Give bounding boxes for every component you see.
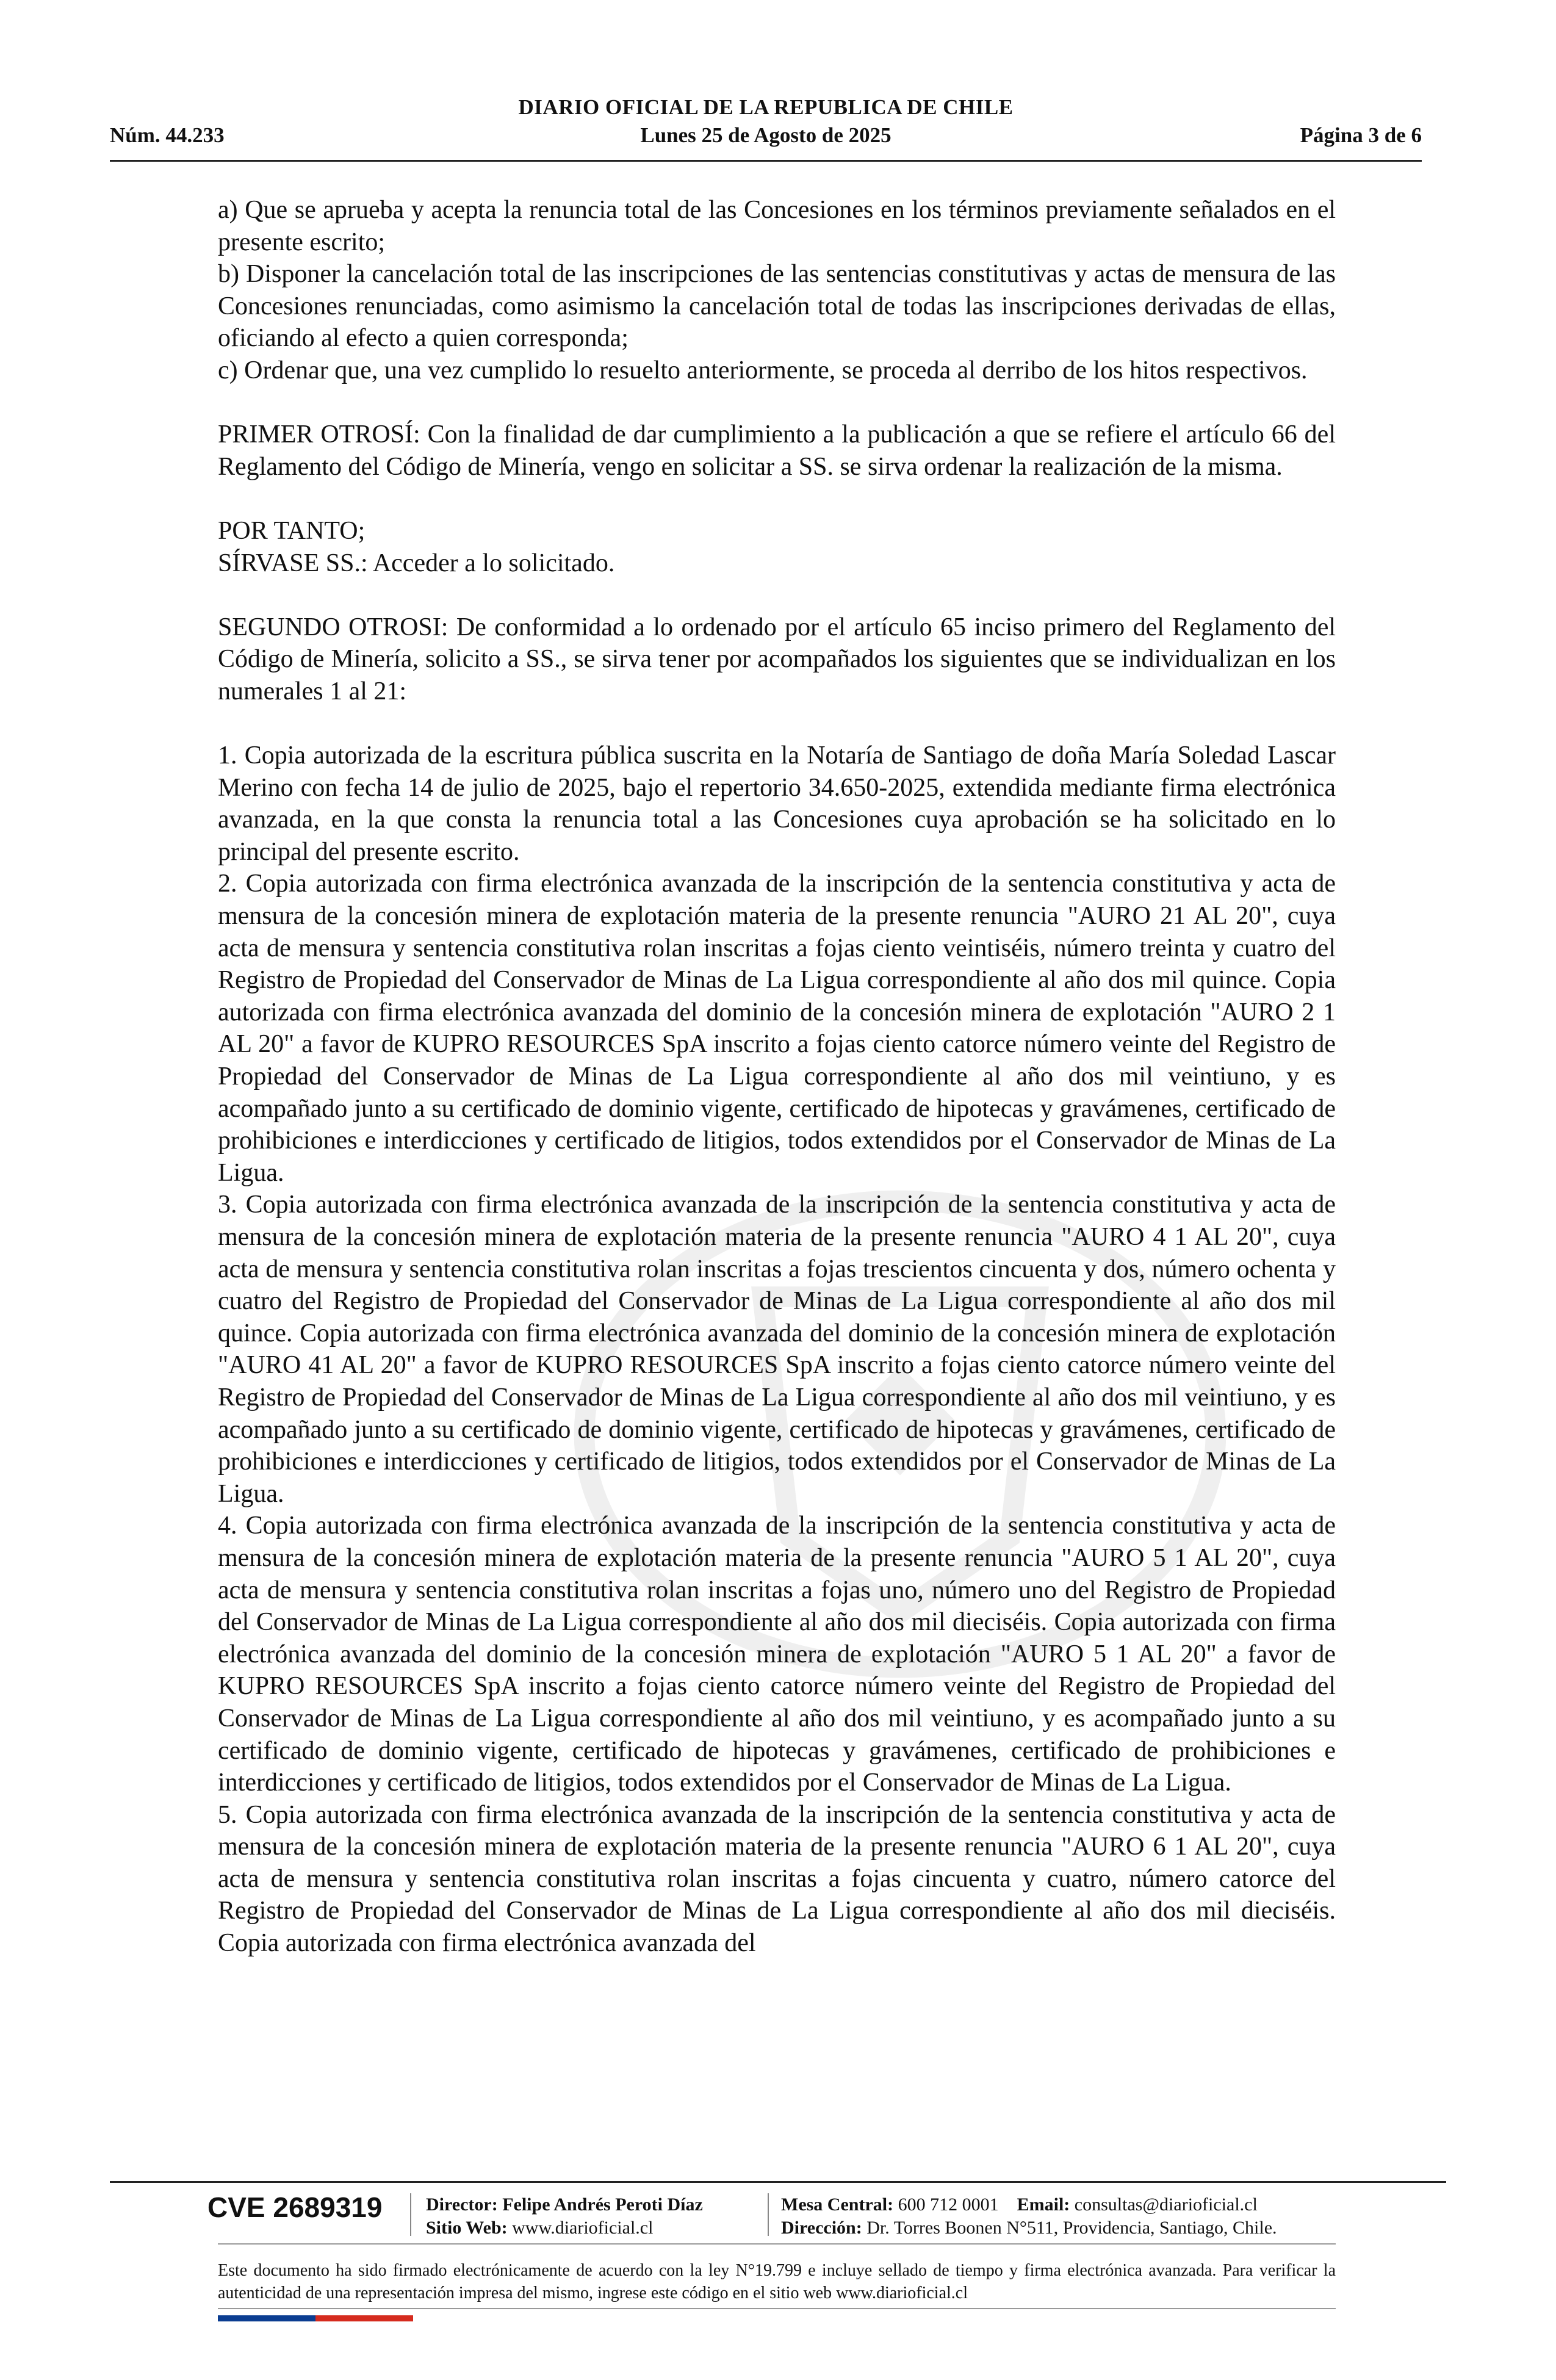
legal-notice: Este documento ha sido firmado electrónicamente de acuerdo con la ley N°19.799 e incluye sellado de tiempo y firma electrónica avanzada. Para verificar la autenticidad de una representación impresa del mismo, ingrese este código en el sitio web www.diarioficial.cl xyxy=(218,2261,1336,2302)
flag-stripe xyxy=(218,2315,413,2321)
email-link[interactable]: consultas@diarioficial.cl xyxy=(1074,2194,1258,2215)
page-header xyxy=(110,92,1422,162)
issue-date: Lunes 25 de Agosto de 2025 xyxy=(640,123,891,147)
issue-number: Núm. 44.233 xyxy=(110,123,225,147)
address-value: Dr. Torres Boonen N°511, Providencia, Santiago, Chile. xyxy=(866,2218,1277,2238)
address-label: Dirección: xyxy=(781,2218,862,2238)
director-label: Director: xyxy=(426,2194,498,2215)
paragraph: 4. Copia autorizada con firma electrónica avanzada de la inscripción de la sentencia constitutiva y acta de mensura de la concesión minera de explotación materia de la presente renuncia "AURO 5 1 AL 20", cuya acta de mensura y sentencia constitutiva rolan inscritas a fojas uno, número uno del Registro de Propiedad del Conservador de Minas de La Ligua correspondiente al año dos mil dieciséis. Copia autorizada con firma electrónica avanzada del dominio de la concesión minera de explotación "AURO 5 1 AL 20" a favor de KUPRO RESOURCES SpA inscrito a fojas ciento catorce número veinte del Registro de Propiedad del Conservador de Minas de La Ligua correspondiente al año dos mil veintiuno, y es acompañado junto a su certificado de dominio vigente, certificado de hipotecas y gravámenes, certificado de prohibiciones e interdicciones y certificado de litigios, todos extendidos por el Conservador de Minas de La Ligua. xyxy=(218,1512,1336,1797)
paragraph: SÍRVASE SS.: Acceder a lo solicitado. xyxy=(218,549,615,577)
paragraph: 5. Copia autorizada con firma electrónica avanzada de la inscripción de la sentencia constitutiva y acta de mensura de la concesión minera de explotación materia de la presente renuncia "AURO 6 1 AL 20", cuya acta de mensura y sentencia constitutiva rolan inscritas a fojas cincuenta y cuatro, número catorce del Registro de Propiedad del Conservador de Minas de La Ligua correspondiente al año dos mil dieciséis. Copia autorizada con firma electrónica avanzada del xyxy=(218,1800,1336,1958)
footer-separator xyxy=(768,2193,769,2236)
paragraph-spacer xyxy=(218,483,1336,515)
director-name: Felipe Andrés Peroti Díaz xyxy=(502,2194,703,2215)
site-label: Sitio Web: xyxy=(426,2218,508,2238)
paragraph: SEGUNDO OTROSI: De conformidad a lo ordenado por el artículo 65 inciso primero del Reglamento del Código de Minería, solicito a SS., se sirva tener por acompañados los siguientes que se individualizan en los numerales 1 al 21: xyxy=(218,613,1336,705)
flag-red-band xyxy=(315,2315,413,2321)
paragraph: POR TANTO; xyxy=(218,516,366,545)
footer-separator xyxy=(410,2193,411,2236)
paragraph-spacer xyxy=(218,579,1336,611)
paragraph: 1. Copia autorizada de la escritura pública suscrita en la Notaría de Santiago de doña María Soledad Lascar Merino con fecha 14 de julio de 2025, bajo el repertorio 34.650-2025, extendida mediante firma electrónica avanzada, en la que consta la renuncia total a las Concesiones cuya aprobación se ha solicitado en lo principal del presente escrito. xyxy=(218,741,1336,866)
document-body xyxy=(218,194,1336,1960)
paragraph: c) Ordenar que, una vez cumplido lo resuelto anteriormente, se proceda al derribo de los hitos respectivos. xyxy=(218,356,1308,384)
mesa-label: Mesa Central: xyxy=(781,2194,894,2215)
paragraph-spacer xyxy=(218,708,1336,740)
flag-blue-band xyxy=(218,2315,315,2321)
footer-divider xyxy=(218,2308,1336,2309)
footer-divider xyxy=(218,2243,1336,2245)
page-number: Página 3 de 6 xyxy=(1300,123,1422,147)
footer-contact-info xyxy=(781,2193,1277,2240)
mesa-phone: 600 712 0001 xyxy=(898,2194,999,2215)
newspaper-title: DIARIO OFICIAL DE LA REPUBLICA DE CHILE xyxy=(518,95,1014,119)
paragraph: b) Disponer la cancelación total de las inscripciones de las sentencias constitutivas y actas de mensura de las Concesiones renunciadas, como asimismo la cancelación total de todas las inscripciones derivadas de ellas, oficiando al efecto a quien corresponda; xyxy=(218,260,1336,353)
email-label: Email: xyxy=(1017,2194,1070,2215)
paragraph: 3. Copia autorizada con firma electrónica avanzada de la inscripción de la sentencia constitutiva y acta de mensura de la concesión minera de explotación materia de la presente renuncia "AURO 4 1 AL 20", cuya acta de mensura y sentencia constitutiva rolan inscritas a fojas trescientos cincuenta y dos, número ochenta y cuatro del Registro de Propiedad del Conservador de Minas de La Ligua correspondiente al año dos mil quince. Copia autorizada con firma electrónica avanzada del dominio de la concesión minera de explotación "AURO 41 AL 20" a favor de KUPRO RESOURCES SpA inscrito a fojas ciento catorce número veinte del Registro de Propiedad del Conservador de Minas de La Ligua correspondiente al año dos mil veintiuno, y es acompañado junto a su certificado de dominio vigente, certificado de hipotecas y gravámenes, certificado de prohibiciones e interdicciones y certificado de litigios, todos extendidos por el Conservador de Minas de La Ligua. xyxy=(218,1191,1336,1508)
paragraph: 2. Copia autorizada con firma electrónica avanzada de la inscripción de la sentencia constitutiva y acta de mensura de la concesión minera de explotación materia de la presente renuncia "AURO 21 AL 20", cuya acta de mensura y sentencia constitutiva rolan inscritas a fojas ciento veintiséis, número treinta y cuatro del Registro de Propiedad del Conservador de Minas de La Ligua correspondiente al año dos mil quince. Copia autorizada con firma electrónica avanzada del dominio de la concesión minera de explotación "AURO 2 1 AL 20" a favor de KUPRO RESOURCES SpA inscrito a fojas ciento catorce número veinte del Registro de Propiedad del Conservador de Minas de La Ligua correspondiente al año dos mil veintiuno, y es acompañado junto a su certificado de dominio vigente, certificado de hipotecas y gravámenes, certificado de prohibiciones e interdicciones y certificado de litigios, todos extendidos por el Conservador de Minas de La Ligua. xyxy=(218,870,1336,1187)
paragraph-spacer xyxy=(218,387,1336,419)
cve-code: CVE 2689319 xyxy=(207,2191,383,2223)
paragraph: a) Que se aprueba y acepta la renuncia total de las Concesiones en los términos previamente señalados en el presente escrito; xyxy=(218,196,1336,256)
footer-editorial-info xyxy=(426,2193,703,2240)
paragraph: PRIMER OTROSÍ: Con la finalidad de dar cumplimiento a la publicación a que se refiere el artículo 66 del Reglamento del Código de Minería, vengo en solicitar a SS. se sirva ordenar la realización de la misma. xyxy=(218,420,1336,481)
footer-divider xyxy=(110,2181,1446,2183)
site-link[interactable]: www.diarioficial.cl xyxy=(512,2218,654,2238)
